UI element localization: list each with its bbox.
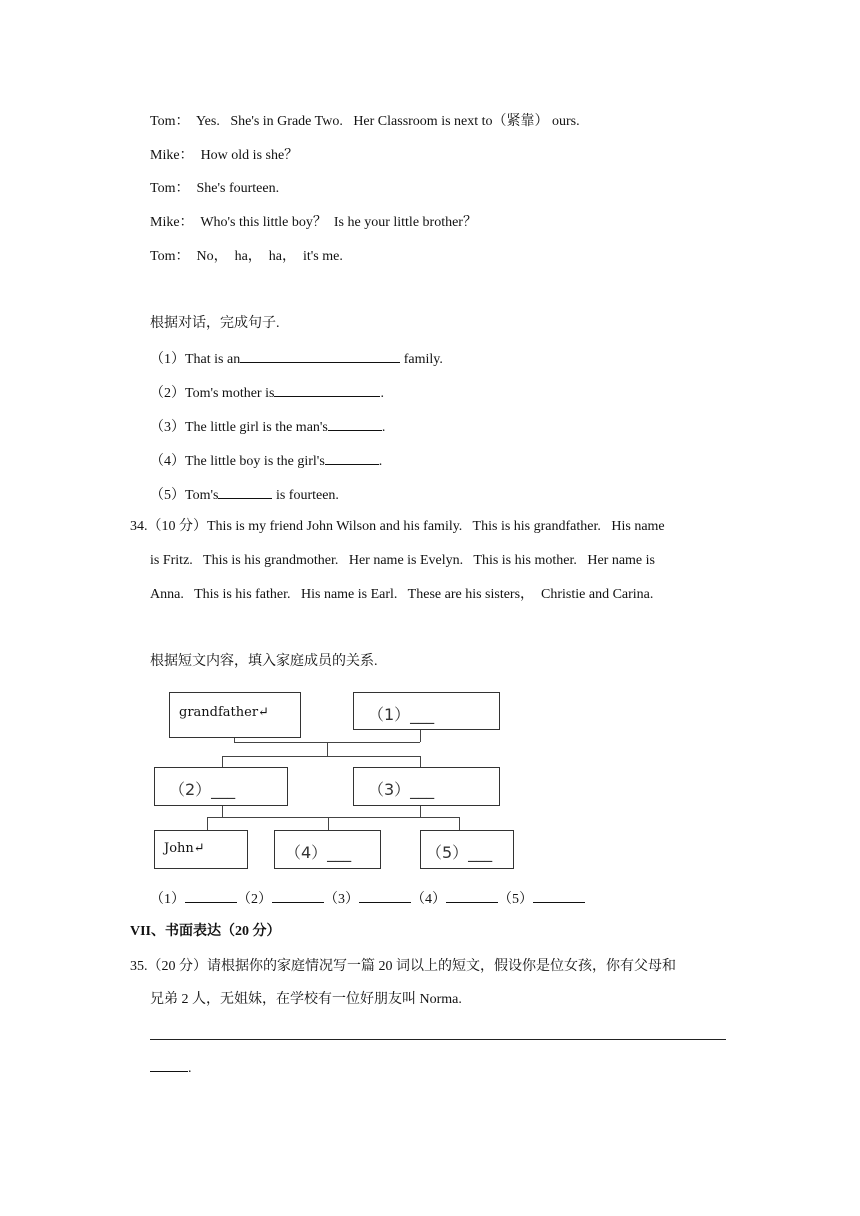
q33-instruction: 根据对话，完成句子. — [150, 316, 280, 331]
q35-prompt-line-2: 兄弟 2 人，无姐妹，在学校有一位好朋友叫 Norma. — [150, 992, 462, 1007]
answer-blank-1[interactable] — [185, 889, 237, 903]
tail-blank[interactable] — [150, 1058, 188, 1072]
utterance: No， ha， ha， it's me. — [196, 249, 343, 264]
connector — [222, 756, 420, 757]
writing-answer-line[interactable] — [150, 1039, 726, 1040]
connector — [222, 805, 223, 817]
section-heading: VII、书面表达（20 分） — [130, 924, 281, 939]
connector — [420, 729, 421, 742]
connector — [207, 817, 208, 830]
blank-box-2 — [154, 767, 288, 806]
item-text: （4）The little boy is the girl's — [150, 454, 325, 469]
dialogue-line-1 — [150, 113, 580, 131]
box-label: John↵ — [164, 841, 205, 856]
blank-box-1 — [353, 692, 500, 730]
dialogue-line-5 — [150, 248, 343, 266]
utterance: Yes. She's in Grade Two. Her Classroom is next to（紧靠） ours. — [195, 114, 580, 129]
speaker: Tom： — [150, 249, 190, 264]
utterance: Who's this little boy？ Is he your little brother？ — [200, 215, 477, 230]
connector — [207, 817, 459, 818]
q34-line-1: 34.（10 分）This is my friend John Wilson and his family. This is his grandfather. His name — [130, 519, 665, 534]
answer-label: （1） — [150, 892, 185, 907]
item-text: is fourteen. — [272, 488, 339, 503]
item-text: （2）Tom's mother is — [150, 386, 275, 401]
fill-blank[interactable] — [325, 451, 379, 465]
dialogue-line-2 — [150, 147, 298, 165]
box-label: （1）___ — [368, 705, 435, 724]
connector — [420, 805, 421, 817]
blank-box-3 — [353, 767, 500, 806]
q33-item-4 — [150, 451, 382, 471]
end-period: . — [188, 1061, 192, 1076]
answer-blank-5[interactable] — [533, 889, 585, 903]
q33-item-1 — [150, 349, 443, 369]
item-text: （5）Tom's — [150, 488, 219, 503]
answer-label: （5） — [498, 892, 533, 907]
answer-label: （3） — [324, 892, 359, 907]
item-text: . — [378, 454, 383, 469]
item-text: . — [381, 420, 386, 435]
q34-line-2: is Fritz. This is his grandmother. Her name is Evelyn. This is his mother. Her name is — [150, 553, 655, 568]
answer-blank-3[interactable] — [359, 889, 411, 903]
answer-blank-2[interactable] — [272, 889, 324, 903]
speaker: Tom： — [150, 181, 190, 196]
dialogue-line-3 — [150, 180, 279, 198]
fill-blank[interactable] — [218, 485, 272, 499]
q33-item-2 — [150, 383, 384, 403]
q34-line-3: Anna. This is his father. His name is Earl. These are his sisters， Christie and Carina. — [150, 587, 654, 602]
utterance: How old is she？ — [200, 148, 299, 163]
speaker: Mike： — [150, 215, 194, 230]
item-text: （1）That is an — [150, 352, 241, 367]
box-label: （2）___ — [169, 780, 236, 799]
q35-prompt-line-1: 35.（20 分）请根据你的家庭情况写一篇 20 词以上的短文，假设你是位女孩，你有父母和 — [130, 959, 676, 974]
writing-answer-tail[interactable] — [150, 1058, 192, 1078]
box-label: grandfather↵ — [179, 705, 269, 720]
fill-blank[interactable] — [328, 417, 382, 431]
answer-blank-4[interactable] — [446, 889, 498, 903]
answer-label: （4） — [411, 892, 446, 907]
connector — [328, 817, 329, 830]
item-text: family. — [400, 352, 443, 367]
grandfather-box — [169, 692, 301, 738]
dialogue-line-4 — [150, 214, 477, 232]
answer-label: （2） — [237, 892, 272, 907]
q33-item-5 — [150, 485, 339, 505]
box-label: （3）___ — [368, 780, 435, 799]
item-text: （3）The little girl is the man's — [150, 420, 328, 435]
speaker: Tom： — [150, 114, 190, 129]
box-label: （5）___ — [426, 843, 493, 862]
fill-blank[interactable] — [274, 383, 380, 397]
blank-box-4 — [274, 830, 381, 869]
item-text: . — [380, 386, 384, 401]
fill-blank[interactable] — [240, 349, 400, 363]
q33-item-3 — [150, 417, 385, 437]
speaker: Mike： — [150, 148, 194, 163]
connector — [459, 817, 460, 830]
box-label: （4）___ — [285, 843, 352, 862]
utterance: She's fourteen. — [196, 181, 280, 196]
blank-box-5 — [420, 830, 514, 869]
john-box — [154, 830, 248, 869]
q34-instruction: 根据短文内容，填入家庭成员的关系. — [150, 654, 378, 669]
q34-answer-row — [150, 889, 585, 909]
connector — [327, 742, 328, 756]
